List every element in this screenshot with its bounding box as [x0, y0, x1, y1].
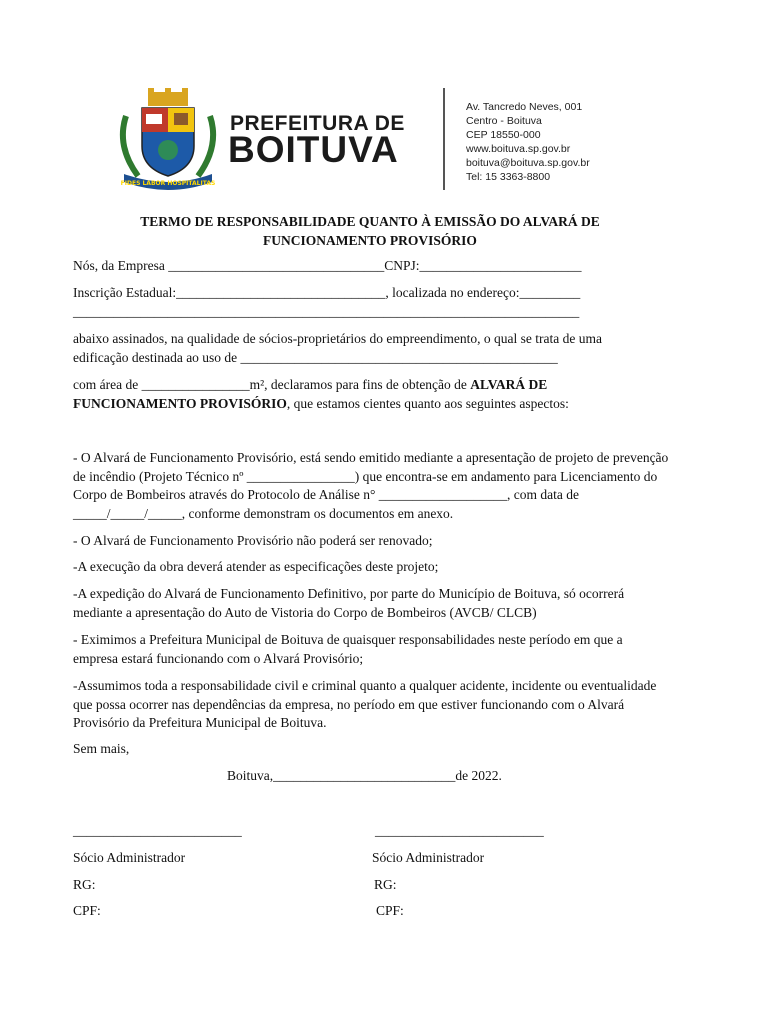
title-line-1: TERMO DE RESPONSABILIDADE QUANTO À EMISSÃO DO ALVARÁ DE: [140, 214, 600, 229]
date-line: Boituva,___________________________de 2022.: [227, 768, 502, 783]
contact-website: www.boituva.sp.gov.br: [466, 143, 571, 155]
letterhead: [100, 76, 648, 194]
logo-line-1: PREFEITURA DE: [230, 112, 405, 135]
item-not-renewable: - O Alvará de Funcionamento Provisório não poderá ser renovado;: [73, 533, 433, 548]
item-liability: -Assumimos toda a responsabilidade civil e criminal quanto a qualquer acidente, incidente ou eventualidade que possa ocorrer nas dependências da empresa, no período em que estiver funcionando com o Alvará Provisório da Prefeitura Municipal de Boituva.: [73, 678, 660, 730]
registration-line: Inscrição Estadual:_______________________________, localizada no endereço:_________: [73, 285, 581, 300]
closing-text: Sem mais,: [73, 741, 130, 756]
paragraph-signatories: abaixo assinados, na qualidade de sócios-proprietários do empreendimento, o qual se trata de uma edificação destinada ao uso de _______________________________________________: [73, 331, 606, 365]
signer-rg-2: RG:: [374, 877, 397, 892]
title-line-2: FUNCIONAMENTO PROVISÓRIO: [263, 233, 477, 248]
signer-role-2: Sócio Administrador: [372, 850, 485, 865]
company-line: Nós, da Empresa ________________________________CNPJ:________________________: [73, 258, 582, 273]
signer-cpf-1: CPF:: [73, 903, 101, 918]
item-construction: -A execução da obra deverá atender as especificações deste projeto;: [73, 559, 439, 574]
signature-line-1: _________________________: [73, 823, 242, 838]
signer-role-1: Sócio Administrador: [73, 850, 186, 865]
signature-line-2: _________________________: [375, 823, 544, 838]
item-exemption: - Eximimos a Prefeitura Municipal de Boituva de quaisquer responsabilidades neste período em que a empresa estará funcionando com o Alvará Provisório;: [73, 632, 626, 666]
contact-cep: CEP 18550-000: [466, 129, 541, 141]
contact-district: Centro - Boituva: [466, 115, 542, 127]
area-text-end: , que estamos cientes quanto aos seguintes aspectos:: [286, 395, 569, 411]
city-crest-logo: [116, 86, 220, 190]
item-provisional-permit: - O Alvará de Funcionamento Provisório, está sendo emitido mediante a apresentação de projeto de prevenção de incêndio (Projeto Técnico nº ________________) que encontra-se em andamento para Licenciamento do Corpo de Bombeiros através do Protocolo de Análise n° ___________________, com data de _____/_____/_____, conforme demonstram os documentos em anexo.: [73, 450, 672, 521]
signer-rg-1: RG:: [73, 877, 96, 892]
item-definitive-permit: -A expedição do Alvará de Funcionamento Definitivo, por parte do Município de Boituva, só ocorrerá mediante a apresentação do Auto de Vistoria do Corpo de Bombeiros (AVCB/ CLCB): [73, 586, 628, 620]
svg-text:FIDES LABOR HOSPITALITAS: FIDES LABOR HOSPITALITAS: [120, 180, 216, 187]
contact-block: [466, 100, 590, 184]
signer-cpf-2: CPF:: [376, 903, 404, 918]
document-title: [80, 212, 660, 250]
area-text-start: com área de ________________m², declaramos para fins de obtenção de: [73, 377, 471, 392]
address-blank-line: ___________________________________________________________________________: [73, 304, 580, 319]
header-divider: [443, 88, 445, 190]
logo-line-2: BOITUVA: [228, 129, 399, 170]
area-text-bold: ALVARÁ DE FUNCIONAMENTO PROVISÓRIO: [73, 377, 551, 411]
contact-phone: Tel: 15 3363-8800: [466, 171, 551, 183]
paragraph-area: [73, 376, 633, 413]
contact-address: Av. Tancredo Neves, 001: [466, 101, 583, 113]
contact-email: boituva@boituva.sp.gov.br: [466, 157, 590, 169]
